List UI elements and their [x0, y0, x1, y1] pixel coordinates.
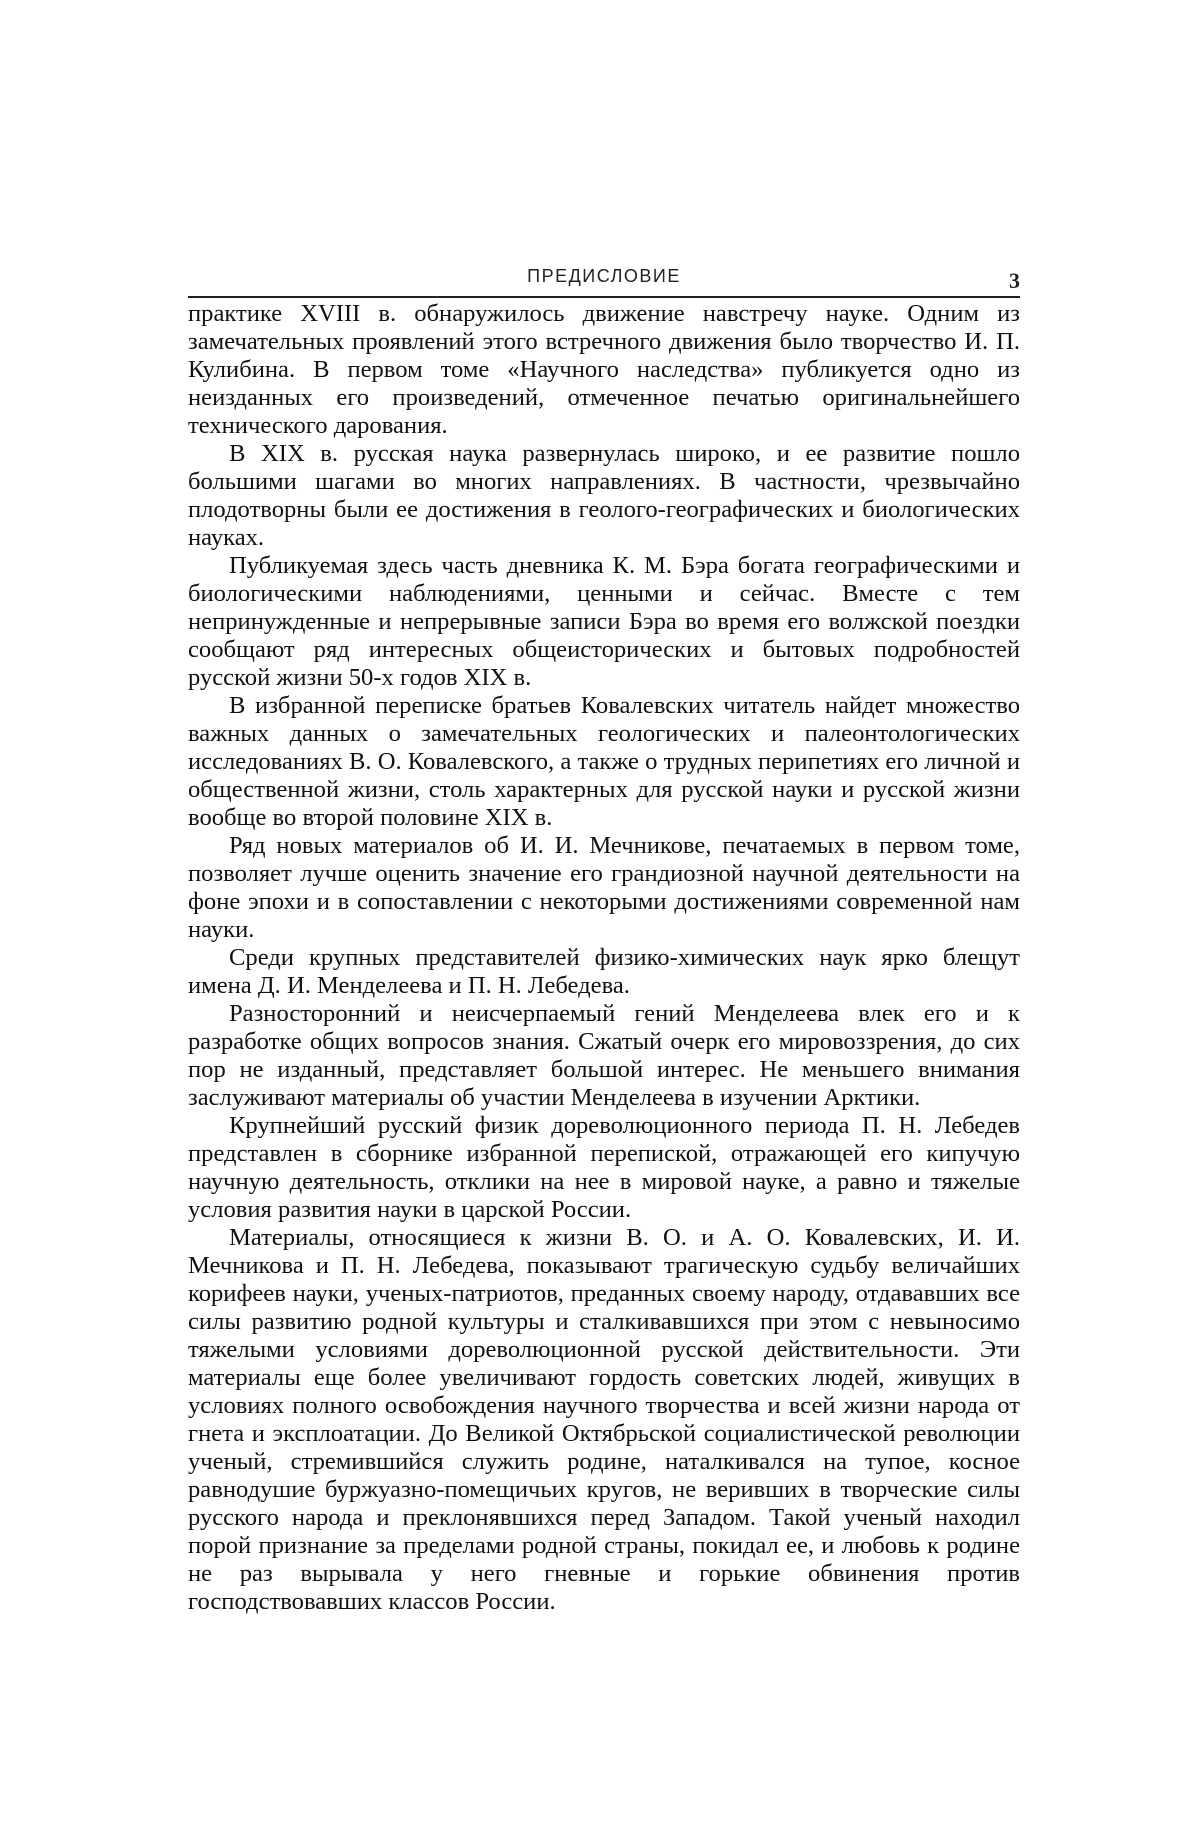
paragraph-1: практике XVIII в. обнаружилось движение навстречу науке. Одним из замечательных проявлений этого встречного движения было творчество И. П. Кулибина. В первом томе «Научного наследства» публикуется одно из неизданных его произведений, отмеченное печатью оригинальнейшего технического дарования.	[188, 300, 1020, 439]
paragraph-9: Материалы, относящиеся к жизни В. О. и А. О. Ковалевских, И. И. Мечникова и П. Н. Лебедева, показывают трагическую судьбу величайших корифеев науки, ученых-патриотов, преданных своему народу, отдававших все силы развитию родной культуры и сталкивавшихся при этом с невыносимо тяжелыми условиями дореволюционной русской действительности. Эти материалы еще более увеличивают гордость советских людей, живущих в условиях полного освобождения научного творчества и всей жизни народа от гнета и эксплоатации. До Великой Октябрьской социалистической революции ученый, стремившийся служить родине, наталкивался на тупое, косное равнодушие буржуазно-помещичьих кругов, не веривших в творческие силы русского народа и преклонявшихся перед Западом. Такой ученый находил порой признание за пределами родной страны, покидал ее, и любовь к родине не раз вырывала у него гневные и горькие обвинения против господствовавших классов России.	[188, 1224, 1020, 1615]
paragraph-4: В избранной переписке братьев Ковалевских читатель найдет множество важных данных о замечательных геологических и палеонтологических исследованиях В. О. Ковалевского, а также о трудных перипетиях его личной и общественной жизни, столь характерных для русской науки и русской жизни вообще во второй половине XIX в.	[188, 692, 1020, 831]
page-number: 3	[1009, 268, 1020, 293]
running-title: ПРЕДИСЛОВИЕ	[527, 266, 681, 286]
paragraph-3: Публикуемая здесь часть дневника К. М. Бэра богата географическими и биологическими наблюдениями, ценными и сейчас. Вместе с тем непринужденные и непрерывные записи Бэра во время его волжской поездки сообщают ряд интересных общеисторических и бытовых подробностей русской жизни 50-х годов XIX в.	[188, 552, 1020, 691]
running-header	[188, 266, 1020, 298]
paragraph-8: Крупнейший русский физик дореволюционного периода П. Н. Лебедев представлен в сборнике избранной перепиской, отражающей его кипучую научную деятельность, отклики на нее в мировой науке, а равно и тяжелые условия развития науки в царской России.	[188, 1112, 1020, 1223]
paragraph-7: Разносторонний и неисчерпаемый гений Менделеева влек его и к разработке общих вопросов знания. Сжатый очерк его мировоззрения, до сих пор не изданный, представляет большой интерес. Не меньшего внимания заслуживают материалы об участии Менделеева в изучении Арктики.	[188, 1000, 1020, 1111]
paragraph-5: Ряд новых материалов об И. И. Мечникове, печатаемых в первом томе, позволяет лучше оценить значение его грандиозной научной деятельности на фоне эпохи и в сопоставлении с некоторыми достижениями современной нам науки.	[188, 832, 1020, 943]
paragraph-2: В XIX в. русская наука развернулась широко, и ее развитие пошло большими шагами во многих направлениях. В частности, чрезвычайно плодотворны были ее достижения в геолого-географических и биологических науках.	[188, 440, 1020, 551]
paragraph-6: Среди крупных представителей физико-химических наук ярко блещут имена Д. И. Менделеева и П. Н. Лебедева.	[188, 944, 1020, 999]
body-text	[188, 300, 1020, 1616]
